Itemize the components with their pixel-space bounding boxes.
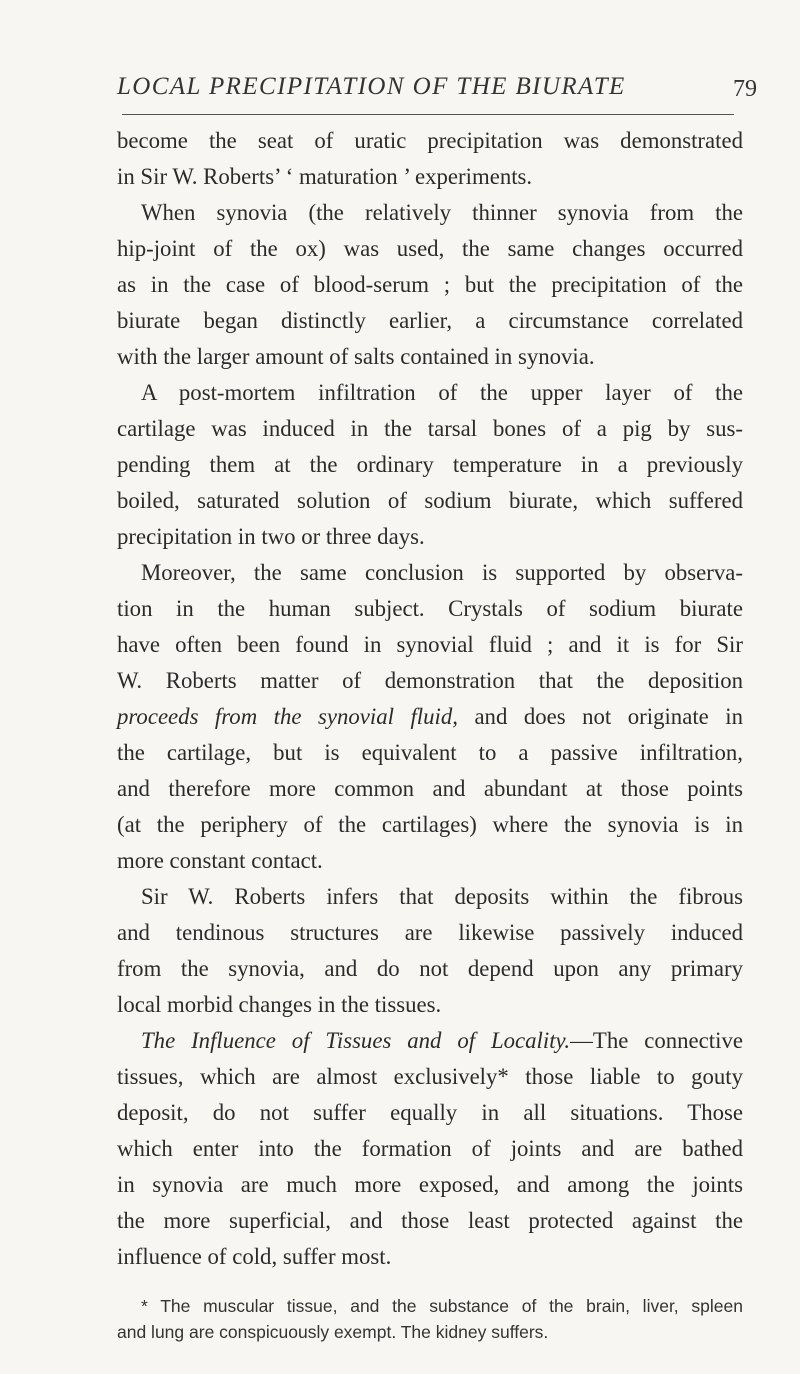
text-line: with the larger amount of salts contained in synovia. [117,344,595,369]
text-line: biurate began distinctly earlier, a circumstance correlated [117,308,743,333]
text-line: in synovia are much more exposed, and among the joints [117,1172,743,1197]
text-line: in Sir W. Roberts’ ‘ maturation ’ experiments. [117,164,533,189]
text-line: A post-mortem infiltration of the upper layer of the [141,380,743,405]
text-line: become the seat of uratic precipitation was demonstrated [117,128,743,153]
text-line: cartilage was induced in the tarsal bones of a pig by sus- [117,416,743,441]
text-line: Sir W. Roberts infers that deposits within the fibrous [141,884,743,909]
text-line: pending them at the ordinary temperature in a previously [117,452,743,477]
text-line: the cartilage, but is equivalent to a passive infiltration, [117,740,743,765]
footnote-line: * The muscular tissue, and the substance of the brain, liver, spleen [141,1296,743,1316]
text-line: which enter into the formation of joints and are bathed [117,1136,743,1161]
text-line-mixed [117,699,743,735]
body-text [117,123,743,1275]
footnote-line: and lung are conspicuously exempt. The kidney suffers. [117,1322,549,1342]
text-line: tion in the human subject. Crystals of sodium biurate [117,596,743,621]
text-line: hip-joint of the ox) was used, the same changes occurred [117,236,743,261]
text-line: as in the case of blood-serum ; but the precipitation of the [117,272,743,297]
text-line: tissues, which are almost exclusively* those liable to gouty [117,1064,743,1089]
text-fragment: —The connective [570,1028,743,1053]
text-line: When synovia (the relatively thinner synovia from the [141,200,743,225]
text-line: from the synovia, and do not depend upon any primary [117,956,743,981]
text-line: W. Roberts matter of demonstration that the deposition [117,668,743,693]
text-line: have often been found in synovial fluid ; and it is for Sir [117,632,743,657]
running-head [117,72,757,112]
text-line: and therefore more common and abundant at those points [117,776,743,801]
running-title: LOCAL PRECIPITATION OF THE BIURATE [117,73,626,100]
header-rule [122,114,734,115]
page-number: 79 [733,76,757,102]
text-line: deposit, do not suffer equally in all situations. Those [117,1100,743,1125]
text-line: boiled, saturated solution of sodium biurate, which suffered [117,488,743,513]
section-heading-italic: The Influence of Tissues and of Locality. [141,1028,571,1053]
italic-phrase: proceeds from the synovial fluid, [117,704,458,729]
text-line: the more superficial, and those least protected against the [117,1208,743,1233]
text-fragment: and does not originate in [457,704,743,729]
text-line-mixed [117,1023,743,1059]
text-line: local morbid changes in the tissues. [117,992,442,1017]
text-line: Moreover, the same conclusion is supported by observa- [141,560,743,585]
text-line: more constant contact. [117,848,323,873]
text-line: (at the periphery of the cartilages) where the synovia is in [117,812,743,837]
text-line: precipitation in two or three days. [117,524,425,549]
footnote [117,1293,743,1345]
text-line: influence of cold, suffer most. [117,1244,392,1269]
text-line: and tendinous structures are likewise passively induced [117,920,743,945]
